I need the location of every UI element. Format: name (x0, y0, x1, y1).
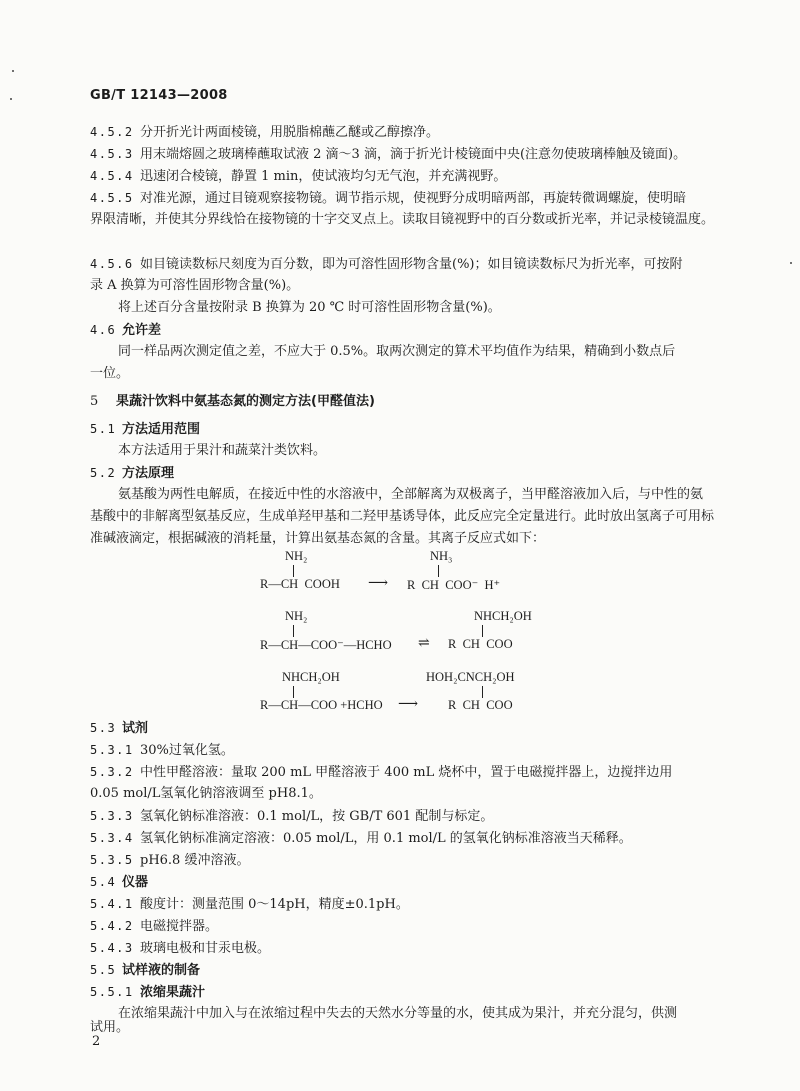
section-5-heading: 5 果蔬汁饮料中氨基态氮的测定方法(甲醛值法) (90, 394, 375, 409)
eq2-rhs: R CH COO (448, 637, 513, 651)
clause-5-3-3: 5.3.3 氢氧化钠标准溶液：0.1 mol/L，按 GB/T 601 配制与标定。 (90, 809, 494, 824)
scan-speck (10, 98, 12, 100)
clause-5-5-1: 5.5.1 浓缩果蔬汁 (90, 985, 206, 1000)
eq1-rhs: R CH COO⁻ H⁺ (407, 578, 501, 592)
eq1-lhs-top: NH₂ (285, 549, 308, 563)
clause-4-5-6: 4.5.6 如目镜读数标尺刻度为百分数，即为可溶性固形物含量(%)；如目镜读数标尺为折光率，可按附 (90, 257, 683, 272)
clause-4-5-2: 4.5.2 分开折光计两面棱镜，用脱脂棉蘸乙醚或乙醇擦净。 (90, 125, 440, 140)
clause-5-5-1-text: 在浓缩果蔬汁中加入与在浓缩过程中失去的天然水分等量的水，使其成为果汁，并充分混匀，供测 (118, 1006, 678, 1021)
eq1-arrow: ⟶ (368, 576, 389, 591)
eq1-lhs: R—CH COOH (260, 577, 340, 591)
eq3-rhs: R CH COO (448, 698, 513, 712)
eq2-bond (293, 625, 294, 637)
clause-5-3-2-cont: 0.05 mol/L氢氧化钠溶液调至 pH8.1。 (90, 786, 322, 801)
clause-4-5-5: 4.5.5 对准光源，通过目镜观察接物镜。调节指示规，使视野分成明暗两部，再旋转微调螺旋，使明暗 (90, 191, 687, 206)
clause-5-4-1: 5.4.1 酸度计：测量范围 0～14pH，精度±0.1pH。 (90, 897, 409, 912)
scan-speck (790, 262, 792, 264)
clause-5-3-4: 5.3.4 氢氧化钠标准滴定溶液：0.05 mol/L，用 0.1 mol/L 的氢氧化钠标准溶液当天稀释。 (90, 831, 632, 846)
eq3-lhs-top: NHCH₂OH (282, 670, 340, 684)
clause-5-5: 5.5 试样液的制备 (90, 963, 201, 978)
eq2-lhs-top: NH₂ (285, 609, 308, 623)
eq3-lhs: R—CH—COO +HCHO (260, 698, 383, 712)
clause-5-3: 5.3 试剂 (90, 721, 149, 736)
clause-5-5-1-cont: 试用。 (90, 1020, 130, 1035)
eq1-bond (293, 565, 294, 577)
eq1-rhs-top: NH₃ (430, 549, 453, 563)
clause-5-1: 5.1 方法适用范围 (90, 422, 201, 437)
clause-5-2-text: 氨基酸为两性电解质，在接近中性的水溶液中，全部解离为双极离子，当甲醛溶液加入后，与中性的氨基酸中的非解离型氨基反应，生成单羟甲基和二羟甲基诱导体，此反应完全定量进行。此时放出氢离子可用标准碱液滴定，根据碱液的消耗量，计算出氨基态氮的含量。其离子反应式如下： (90, 487, 715, 546)
eq2-rhs-top: NHCH₂OH (474, 609, 532, 623)
clause-4-6: 4.6 允许差 (90, 323, 162, 338)
clause-5-4: 5.4 仪器 (90, 875, 149, 890)
eq3-rhs-bond (482, 686, 483, 698)
eq1-rhs-bond (438, 565, 439, 577)
clause-5-4-2: 5.4.2 电磁搅拌器。 (90, 919, 219, 934)
eq2-rhs-bond (482, 625, 483, 637)
clause-5-2: 5.2 方法原理 (90, 466, 175, 481)
eq3-arrow: ⟶ (398, 697, 419, 712)
clause-4-5-5-cont: 界限清晰，并使其分界线恰在接物镜的十字交叉点上。读取目镜视野中的百分数或折光率，并记录棱镜温度。 (90, 212, 715, 227)
standard-code: GB/T 12143—2008 (90, 88, 228, 103)
eq2-arrow: ⇌ (418, 636, 430, 651)
scan-speck (12, 70, 14, 72)
clause-5-3-5: 5.3.5 pH6.8 缓冲溶液。 (90, 853, 250, 868)
clause-4-6-text: 同一样品两次测定值之差，不应大于 0.5%。取两次测定的算术平均值作为结果，精确到小数点后 (118, 344, 676, 359)
clause-4-6-cont: 一位。 (90, 366, 130, 381)
eq3-rhs-top: HOH₂CNCH₂OH (426, 670, 515, 684)
clause-5-3-1: 5.3.1 30%过氧化氢。 (90, 743, 234, 758)
page-number: 2 (92, 1034, 101, 1049)
clause-5-1-text: 本方法适用于果汁和蔬菜汁类饮料。 (118, 443, 327, 458)
clause-5-4-3: 5.4.3 玻璃电极和甘汞电极。 (90, 941, 271, 956)
clause-4-5-6-cont: 录 A 换算为可溶性固形物含量(%)。 (90, 278, 300, 293)
eq3-bond (293, 686, 294, 698)
clause-4-5-6-note: 将上述百分含量按附录 B 换算为 20 ℃ 时可溶性固形物含量(%)。 (118, 300, 501, 315)
clause-4-5-3: 4.5.3 用末端熔圆之玻璃棒蘸取试液 2 滴～3 滴，滴于折光计棱镜面中央(注意勿使玻璃棒触及镜面)。 (90, 147, 687, 162)
clause-5-3-2: 5.3.2 中性甲醛溶液：量取 200 mL 甲醛溶液于 400 mL 烧杯中，置于电磁搅拌器上，边搅拌边用 (90, 765, 673, 780)
clause-4-5-4: 4.5.4 迅速闭合棱镜，静置 1 min，使试液均匀无气泡，并充满视野。 (90, 169, 507, 184)
eq2-lhs: R—CH—COO⁻—HCHO (260, 638, 392, 652)
